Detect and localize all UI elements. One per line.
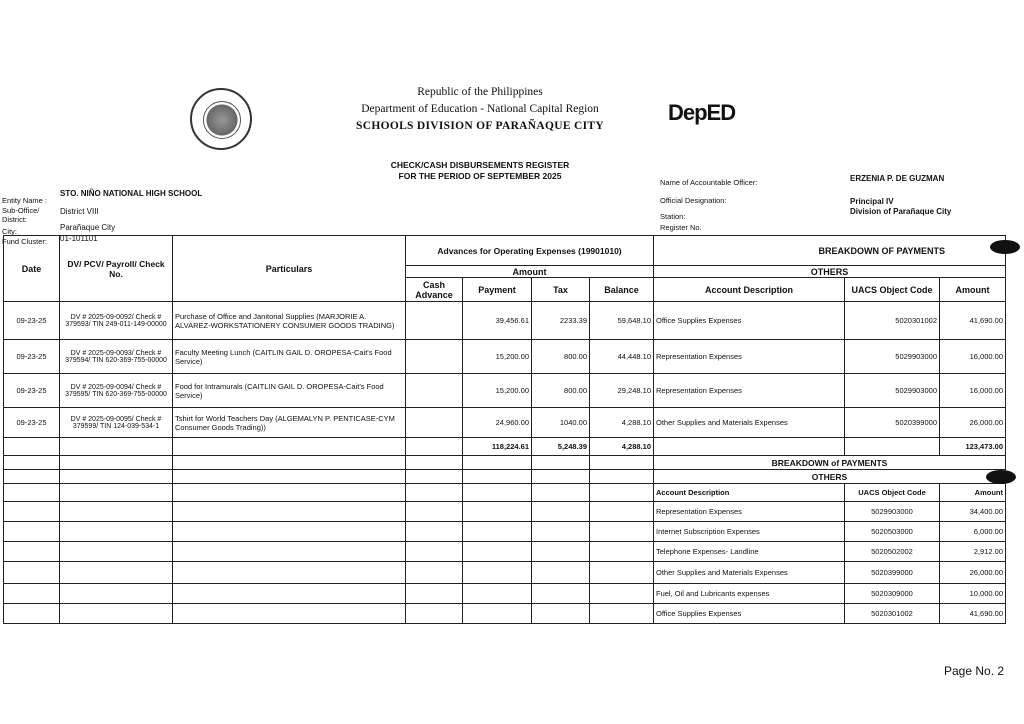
row-description: Other Supplies and Materials Expenses <box>654 408 845 438</box>
redaction-mark <box>986 470 1016 484</box>
col-cash-advance: Cash Advance <box>406 278 463 302</box>
col-amount-group: Amount <box>406 266 654 278</box>
total-amount: 123,473.00 <box>940 438 1006 456</box>
summary-row <box>4 502 1006 522</box>
summary-row <box>4 542 1006 562</box>
row-tax: 800.00 <box>532 374 590 408</box>
redaction-mark <box>990 240 1020 254</box>
summary-col-description: Account Description <box>654 484 845 502</box>
table-row <box>4 340 1006 374</box>
row-particulars: Food for Intramurals (CAITLIN GAIL D. OROPESA-Cait's Food Service) <box>173 374 406 408</box>
col-advances: Advances for Operating Expenses (19901010) <box>406 236 654 266</box>
row-balance: 44,448.10 <box>590 340 654 374</box>
deped-logo: DepED <box>668 100 736 125</box>
title-line-1: CHECK/CASH DISBURSEMENTS REGISTER <box>390 160 570 170</box>
fund-cluster-label: Fund Cluster: <box>2 237 48 246</box>
officer-name-label: Name of Accountable Officer: <box>660 178 758 187</box>
summary-description: Other Supplies and Materials Expenses <box>654 562 845 584</box>
row-date: 09-23-25 <box>4 408 60 438</box>
header-line-2: Department of Education - National Capital Region <box>361 103 599 115</box>
header-line-1: Republic of the Philippines <box>417 86 543 98</box>
row-date: 09-23-25 <box>4 340 60 374</box>
summary-uacs: 5020309000 <box>845 584 940 604</box>
row-uacs: 5020301002 <box>845 302 940 340</box>
summary-row <box>4 604 1006 624</box>
register-no-label: Register No. <box>660 223 702 232</box>
station: Division of Parañaque City <box>850 207 952 216</box>
row-date: 09-23-25 <box>4 374 60 408</box>
row-particulars: Tshirt for World Teachers Day (ALGEMALYN P. PENTICASE-CYM Consumer Goods Trading)) <box>173 408 406 438</box>
entity-name: STO. NIÑO NATIONAL HIGH SCHOOL <box>60 189 203 198</box>
summary-title: BREAKDOWN of PAYMENTS <box>654 456 1006 470</box>
col-amount: Amount <box>940 278 1006 302</box>
row-payment: 39,456.61 <box>463 302 532 340</box>
station-label: Station: <box>660 212 686 221</box>
row-amount: 41,690.00 <box>940 302 1006 340</box>
col-date: Date <box>4 236 60 302</box>
summary-uacs: 5029903000 <box>845 502 940 522</box>
col-payment: Payment <box>463 278 532 302</box>
title-line-2: FOR THE PERIOD OF SEPTEMBER 2025 <box>398 171 562 181</box>
row-uacs: 5020399000 <box>845 408 940 438</box>
col-uacs: UACS Object Code <box>845 278 940 302</box>
summary-description: Representation Expenses <box>654 502 845 522</box>
entity-name-label: Entity Name : <box>2 196 48 205</box>
summary-row <box>4 522 1006 542</box>
row-dv: DV # 2025-09-0092/ Check # 379593/ TIN 249-011-149-00000 <box>60 302 173 340</box>
designation: Principal IV <box>850 197 894 206</box>
row-balance: 59,648.10 <box>590 302 654 340</box>
total-balance: 4,288.10 <box>590 438 654 456</box>
row-tax: 800.00 <box>532 340 590 374</box>
summary-col-uacs: UACS Object Code <box>845 484 940 502</box>
row-tax: 2233.39 <box>532 302 590 340</box>
row-balance: 29,248.10 <box>590 374 654 408</box>
summary-description: Telephone Expenses- Landline <box>654 542 845 562</box>
designation-label: Official Designation: <box>660 196 727 205</box>
totals-row <box>4 438 1006 456</box>
row-tax: 1040.00 <box>532 408 590 438</box>
officer-name: ERZENIA P. DE GUZMAN <box>850 174 945 183</box>
summary-row <box>4 562 1006 584</box>
summary-uacs: 5020399000 <box>845 562 940 584</box>
row-particulars: Faculty Meeting Lunch (CAITLIN GAIL D. OROPESA-Cait's Food Service) <box>173 340 406 374</box>
summary-description: Fuel, Oil and Lubricants expenses <box>654 584 845 604</box>
total-tax: 5,248.39 <box>532 438 590 456</box>
row-description: Representation Expenses <box>654 374 845 408</box>
table-row <box>4 408 1006 438</box>
row-cash-advance <box>406 340 463 374</box>
summary-uacs: 5020502002 <box>845 542 940 562</box>
row-dv: DV # 2025-09-0093/ Check # 379594/ TIN 620-369-755-00000 <box>60 340 173 374</box>
summary-amount: 26,000.00 <box>940 562 1006 584</box>
header-line-3: SCHOOLS DIVISION OF PARAÑAQUE CITY <box>356 120 604 132</box>
row-dv: DV # 2025-09-0095/ Check # 379599/ TIN 124-039-534-1 <box>60 408 173 438</box>
table-row <box>4 374 1006 408</box>
summary-amount: 6,000.00 <box>940 522 1006 542</box>
row-uacs: 5029903000 <box>845 374 940 408</box>
division-seal <box>190 88 252 150</box>
col-particulars: Particulars <box>173 236 406 302</box>
summary-amount: 41,690.00 <box>940 604 1006 624</box>
summary-uacs: 5020301002 <box>845 604 940 624</box>
summary-amount: 34,400.00 <box>940 502 1006 522</box>
district-label: District: <box>2 215 27 224</box>
summary-row <box>4 584 1006 604</box>
city-label: City: <box>2 227 17 236</box>
row-uacs: 5029903000 <box>845 340 940 374</box>
row-payment: 24,960.00 <box>463 408 532 438</box>
summary-description: Internet Subscription Expenses <box>654 522 845 542</box>
summary-description: Office Supplies Expenses <box>654 604 845 624</box>
row-cash-advance <box>406 302 463 340</box>
row-description: Office Supplies Expenses <box>654 302 845 340</box>
document-title <box>380 160 580 182</box>
seal-emblem-icon <box>203 101 241 139</box>
city: Parañaque City <box>60 223 116 232</box>
row-description: Representation Expenses <box>654 340 845 374</box>
district: District VIII <box>60 207 99 216</box>
summary-amount: 10,000.00 <box>940 584 1006 604</box>
row-payment: 15,200.00 <box>463 374 532 408</box>
col-tax: Tax <box>532 278 590 302</box>
col-others: OTHERS <box>654 266 1006 278</box>
row-date: 09-23-25 <box>4 302 60 340</box>
table-row <box>4 302 1006 340</box>
letterhead <box>300 84 660 135</box>
page-number: Page No. 2 <box>944 664 1005 678</box>
summary-uacs: 5020503000 <box>845 522 940 542</box>
row-amount: 16,000.00 <box>940 340 1006 374</box>
row-payment: 15,200.00 <box>463 340 532 374</box>
row-dv: DV # 2025-09-0094/ Check # 379595/ TIN 620-369-755-00000 <box>60 374 173 408</box>
col-account-description: Account Description <box>654 278 845 302</box>
summary-col-amount: Amount <box>940 484 1006 502</box>
row-amount: 26,000.00 <box>940 408 1006 438</box>
col-dv-no: DV/ PCV/ Payroll/ Check No. <box>60 236 173 302</box>
register-table <box>3 235 1006 624</box>
col-balance: Balance <box>590 278 654 302</box>
row-cash-advance <box>406 374 463 408</box>
fund-cluster: 01-101101 <box>60 234 98 243</box>
row-particulars: Purchase of Office and Janitorial Supplies (MARJORIE A. ALVAREZ-WORKSTATIONERY CONSUMER GOODS TRADING) <box>173 302 406 340</box>
summary-amount: 2,912.00 <box>940 542 1006 562</box>
sub-office-label: Sub-Office/ <box>2 206 40 215</box>
row-cash-advance <box>406 408 463 438</box>
col-breakdown: BREAKDOWN OF PAYMENTS <box>654 236 1006 266</box>
row-balance: 4,288.10 <box>590 408 654 438</box>
row-amount: 16,000.00 <box>940 374 1006 408</box>
total-payment: 118,224.61 <box>463 438 532 456</box>
summary-others: OTHERS <box>654 470 1006 484</box>
